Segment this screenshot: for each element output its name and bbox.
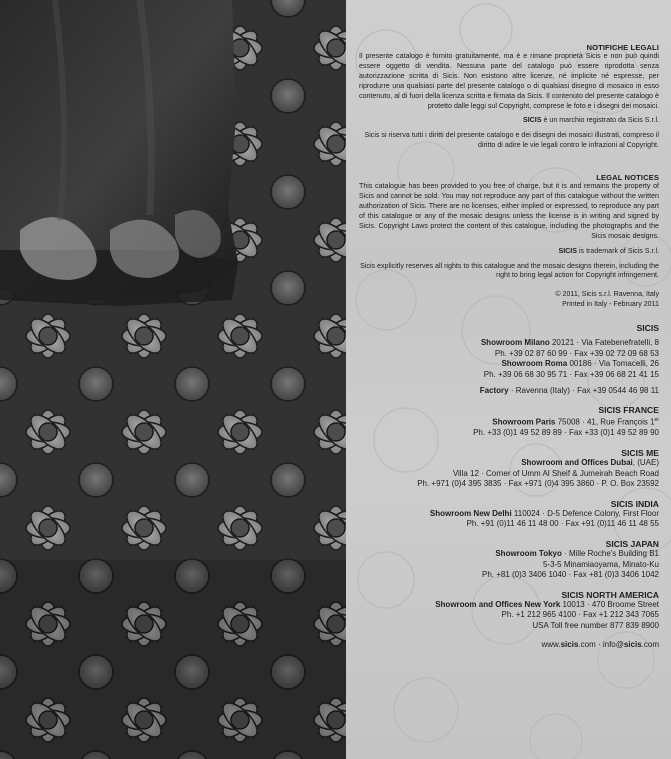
- roma-addr: 00186 · Via Tomacelli, 26: [567, 359, 659, 369]
- paris-phone: Ph. +33 (0)1 49 52 89 89 · Fax +33 (0)1 49 52 89 90: [473, 428, 659, 438]
- web-prefix: www.: [541, 640, 561, 650]
- text-column: [359, 43, 659, 651]
- company-sicis-japan: SICIS JAPAN: [605, 538, 659, 549]
- legal-en-trademark: [359, 247, 659, 257]
- delhi-addr: 110024 · D-5 Defence Colony, First Floor: [511, 508, 659, 518]
- tokyo-label: Showroom Tokyo: [495, 548, 562, 558]
- company-sicis-india: SICIS INDIA: [610, 498, 659, 509]
- paris-label: Showroom Paris: [492, 417, 556, 427]
- factory-line: [359, 386, 659, 397]
- dubai-address: [359, 458, 659, 469]
- company-sicis: SICIS: [636, 323, 659, 334]
- dubai-phone: Ph. +971 (0)4 395 3835 · Fax +971 (0)4 395 3860 · P. O. Box 23592: [417, 479, 659, 489]
- newyork-label: Showroom and Offices New York: [435, 599, 561, 609]
- tokyo-address: [359, 549, 659, 560]
- trademark-text: is trademark of Sicis S.r.l.: [577, 246, 659, 255]
- web-mid: .com · info@: [578, 640, 624, 650]
- milano-addr: 20121 · Via Fatebenefratelli, 8: [549, 338, 659, 348]
- legal-it-rights: Sicis si riserva tutti i diritti del presente catalogo e dei disegni dei mosaici illustrati, compreso il diritto di adire le vie legali contro le infrazioni al Copyright.: [364, 131, 659, 150]
- dubai-label: Showroom and Offices Dubai: [521, 457, 633, 467]
- trademark-brand: SICIS: [558, 246, 577, 255]
- dubai-addr: , (UAE): [632, 457, 659, 467]
- web-brand: sicis: [560, 640, 579, 650]
- paris-addr-sup: er: [654, 417, 659, 424]
- tokyo-phone: Ph. +81 (0)3 3406 1040 · Fax +81 (0)3 3406 1042: [481, 570, 659, 580]
- factory-addr: · Ravenna (Italy) · Fax +39 0544 46 98 11: [508, 385, 659, 395]
- tokyo-street: 5-3-5 Minamiaoyama, Minato-Ku: [542, 559, 659, 569]
- trademark-text: è un marchio registrato da Sicis S.r.l.: [541, 116, 659, 125]
- email-brand: sicis: [623, 640, 642, 650]
- usa-tollfree: USA Toll free number 877 839 8900: [532, 620, 659, 630]
- paris-addr: 75008 · 41, Rue François 1: [555, 417, 655, 427]
- newyork-address: [359, 600, 659, 611]
- delhi-address: [359, 509, 659, 520]
- roma-label: Showroom Roma: [501, 359, 568, 369]
- website-email-line[interactable]: [359, 640, 659, 651]
- newyork-addr: 10013 · 470 Broome Street: [560, 599, 659, 609]
- email-suffix: .com: [641, 640, 659, 650]
- milano-phone: Ph. +39 02 87 60 99 · Fax +39 02 72 09 68 53: [494, 348, 659, 358]
- legal-en-title: LEGAL NOTICES: [596, 173, 659, 183]
- legal-en-body: This catalogue has been provided to you free of charge, but it is and remains the property of Sicis and cannot be sold. You may not reproduce any part of this catalogue without the written authorization of Sicis. There are no licenses, either implied or expressed, to reproduce any part of this catalogue or any of the mosaic designs unless the license is in writing and signed by Sicis. Copyright Laws protect the content of this catalogue, including the photographs and the Sicis mosaic designs.: [359, 182, 659, 240]
- newyork-phone: Ph. +1 212 965 4100 · Fax +1 212 343 7065: [501, 610, 659, 620]
- tokyo-addr: · Mille Roche's Building B1: [561, 548, 659, 558]
- legal-it-title: NOTIFICHE LEGALI: [586, 43, 659, 52]
- legal-and-contacts-panel: [346, 0, 671, 759]
- milano-address: [359, 338, 659, 349]
- dubai-street: Villa 12 · Corner of Umm Al Sheif & Jumeirah Beach Road: [452, 468, 659, 478]
- legal-en-rights: Sicis explicitly reserves all rights to this catalogue and the mosaic designs therein, including the right to bring legal action for Copyright infringement.: [360, 261, 659, 280]
- company-sicis-me: SICIS ME: [621, 447, 659, 458]
- company-sicis-north-america: SICIS NORTH AMERICA: [561, 589, 659, 600]
- milano-label: Showroom Milano: [480, 338, 550, 348]
- delhi-label: Showroom New Delhi: [429, 508, 512, 518]
- legal-it-body: Il presente catalogo è fornito gratuitamente, ma è e rimane proprietà Sicis e non può quindi essere oggetto di vendita. Nessuna parte del catalogo può essere riprodotta senza autorizzazione scritta di Sicis. Non esistono altre licenze, né implicite né espresse, per riprodurre una qualsiasi parte del presente catalogo o di qualsiasi disegno di mosaico in esso contenuto, al di fuori della licenza scritta e firmata da Sicis. Il contenuto del presente catalogo è protetto dalle leggi sul Copyright, comprese le foto e i disegni dei mosaici.: [359, 52, 659, 110]
- delhi-phone: Ph. +91 (0)11 46 11 48 00 · Fax +91 (0)11 46 11 48 55: [466, 519, 659, 529]
- trademark-brand: SICIS: [522, 116, 542, 125]
- legal-it-trademark: [359, 116, 659, 126]
- roma-address: [359, 359, 659, 370]
- printed-line: Printed in Italy - February 2011: [562, 300, 659, 309]
- roma-phone: Ph. +39 06 68 30 95 71 · Fax +39 06 68 21 41 15: [483, 369, 659, 379]
- copyright-line: © 2011, Sicis s.r.l. Ravenna, Italy: [555, 290, 659, 299]
- company-sicis-france: SICIS FRANCE: [598, 405, 659, 416]
- factory-label: Factory: [479, 385, 509, 395]
- paris-address: [359, 415, 659, 428]
